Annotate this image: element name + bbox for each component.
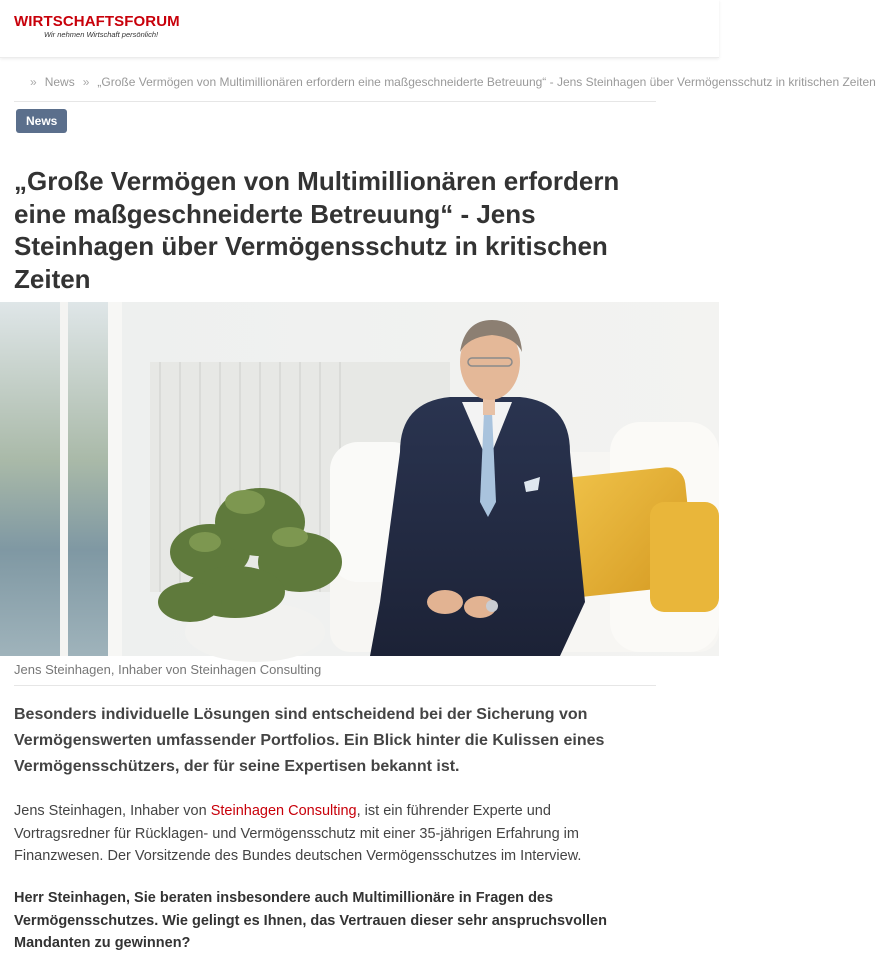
breadcrumb: [14, 72, 876, 92]
steinhagen-consulting-link[interactable]: Steinhagen Consulting: [210, 803, 357, 819]
site-header: [0, 0, 719, 58]
body-text-end: , ist ein führender Experte und Vortragsredner für Rücklagen- und Vermögensschutz mit einer 35-jährigen Erfahrung im Finanzwesen. Der Vorsitzende des Bundes deutschen Vermögensschutzes im Interview.: [14, 803, 582, 864]
article-body-paragraph: [14, 800, 644, 868]
interview-question: Herr Steinhagen, Sie beraten insbesondere auch Multimillionäre in Fragen des Vermögensschutzes. Wie gelingt es Ihnen, das Vertrauen dieser sehr anspruchsvollen Mandanten zu gewinnen?: [14, 890, 607, 951]
breadcrumb-separator-icon: »: [82, 75, 90, 89]
body-text-start: Jens Steinhagen, Inhaber von: [14, 803, 211, 819]
breadcrumb-link-news[interactable]: News: [44, 75, 75, 89]
article-hero-image: [0, 302, 719, 656]
breadcrumb-current: „Große Vermögen von Multimillionären erfordern eine maßgeschneiderte Betreuung“ - Jens Steinhagen über Vermögensschutz in kritischen Zeiten: [97, 75, 876, 89]
article-title: „Große Vermögen von Multimillionären erfordern eine maßgeschneiderte Betreuung“ - Jens Steinhagen über Vermögensschutz in kritischen Zeiten: [14, 166, 620, 294]
caption-divider: [14, 685, 656, 686]
logo-wordmark: WIRTSCHAFTSFORUM: [14, 13, 180, 30]
breadcrumb-divider: [14, 101, 656, 102]
category-badge[interactable]: News: [16, 109, 67, 133]
image-caption: Jens Steinhagen, Inhaber von Steinhagen Consulting: [14, 662, 322, 677]
logo-tagline: Wir nehmen Wirtschaft persönlich!: [44, 30, 159, 39]
site-logo[interactable]: [14, 14, 180, 39]
breadcrumb-separator-icon: »: [30, 75, 37, 89]
article-lead: Besonders individuelle Lösungen sind entscheidend bei der Sicherung von Vermögenswerten umfassender Portfolios. Ein Blick hinter die Kulissen eines Vermögensschützers, der für seine Expertisen bekannt ist.: [14, 706, 605, 775]
